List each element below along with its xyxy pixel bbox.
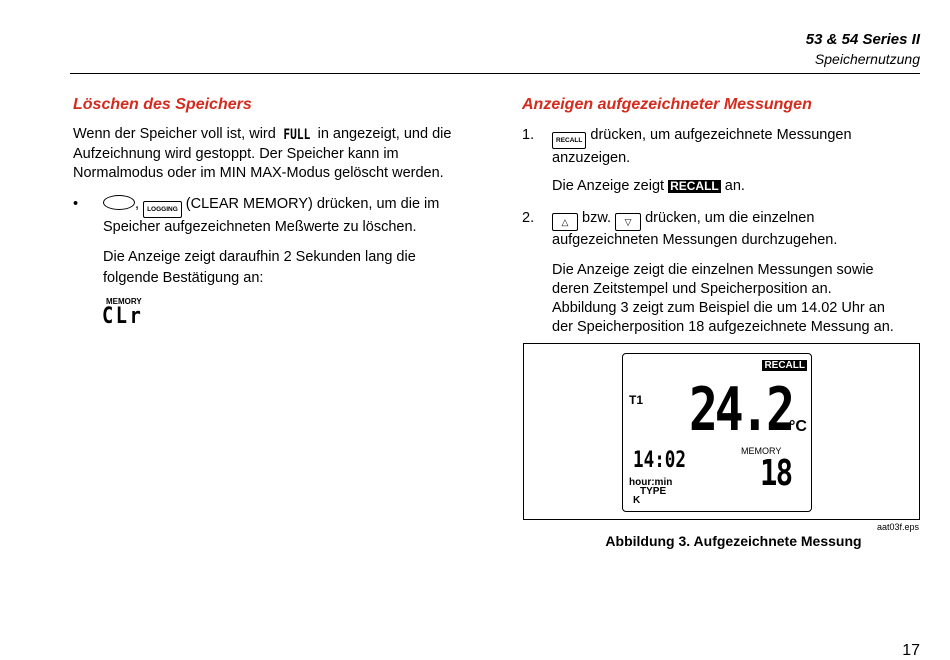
step1-note-text-b: an. — [720, 178, 745, 194]
lcd-memory-label: MEMORY — [741, 446, 782, 456]
step2-note-line2: deren Zeitstempel und Speicherposition an. — [552, 281, 832, 297]
lcd-memory-value: 18 — [760, 453, 792, 494]
step2-note-line1: Die Anzeige zeigt die einzelnen Messungen sowie — [552, 262, 874, 278]
page-number: 17 — [902, 642, 920, 659]
lcd-display — [622, 353, 812, 512]
step2-note-line4: der Speicherposition 18 aufgezeichnete Messung an. — [552, 319, 894, 335]
step1-note — [552, 177, 932, 196]
step2-line1 — [552, 209, 932, 231]
lcd-time-value: 14:02 — [633, 448, 686, 473]
step1-note-text-a: Die Anzeige zeigt — [552, 178, 669, 194]
lcd-hourmin-label: hour:min — [629, 477, 673, 488]
header-rule — [70, 73, 920, 74]
lcd-t1-label: T1 — [629, 393, 644, 407]
bullet-text-a: (CLEAR MEMORY) drücken, um die im — [181, 196, 440, 212]
step1-text-a: drücken, um aufgezeichnete Messungen — [586, 127, 852, 143]
left-bullet-line2: Speicher aufgezeichneten Meßwerte zu löschen. — [103, 219, 417, 235]
step2-text-a: drücken, um die einzelnen — [641, 210, 815, 226]
left-intro — [73, 125, 493, 183]
recall-badge: RECALL — [670, 179, 719, 193]
intro-text-a: Wenn der Speicher voll ist, wird — [73, 126, 280, 142]
step1-line2: anzuzeigen. — [552, 150, 631, 166]
left-bullet-line1 — [103, 195, 503, 218]
left-intro-line3: Normalmodus oder im MIN MAX-Modus gelöscht werden. — [73, 165, 444, 181]
lcd-unit: °C — [789, 418, 807, 435]
oval-key-icon — [103, 195, 135, 210]
left-note-line1: Die Anzeige zeigt daraufhin 2 Sekunden lang die — [103, 249, 416, 265]
recall-key-icon: RECALL — [552, 132, 586, 149]
step1-line1 — [552, 126, 932, 149]
intro-text-b: in angezeigt, und die — [313, 126, 452, 142]
left-note-line2: folgende Bestätigung an: — [103, 270, 264, 286]
bullet-comma: , — [135, 196, 140, 212]
left-intro-line1 — [73, 125, 493, 145]
step2-note — [552, 261, 932, 337]
step2-note-line3: Abbildung 3 zeigt zum Beispiel die um 14.02 Uhr an — [552, 300, 885, 316]
header-title: 53 & 54 Series II — [805, 31, 920, 48]
lcd-type-label: TYPE — [640, 486, 667, 497]
lcd-recall-badge: RECALL — [764, 360, 805, 371]
clr-memory-label: MEMORY — [106, 297, 142, 306]
lcd-k-label: K — [633, 495, 641, 506]
step2 — [552, 209, 932, 250]
figure-file-ref: aat03f.eps — [876, 522, 919, 532]
down-arrow-key-icon: ▽ — [615, 213, 641, 231]
left-bullet — [103, 195, 503, 237]
right-section-title: Anzeigen aufgezeichneter Messungen — [522, 96, 812, 113]
step2-number: 2. — [522, 210, 535, 226]
logging-key-icon: LOGGING — [143, 201, 182, 218]
header-subtitle: Speichernutzung — [814, 51, 920, 67]
clr-display-value: CLr — [102, 304, 144, 329]
step2-bzw: bzw. — [578, 210, 616, 226]
step2-line2: aufgezeichneten Messungen durchzugehen. — [552, 232, 838, 248]
left-note — [103, 248, 503, 288]
up-arrow-key-icon: △ — [552, 213, 578, 231]
full-display-glyph: FULL — [283, 127, 311, 143]
figure-caption: Abbildung 3. Aufgezeichnete Messung — [605, 533, 862, 549]
left-section-title: Löschen des Speichers — [73, 96, 252, 113]
bullet-symbol: • — [73, 196, 79, 212]
left-intro-line2: Aufzeichnung wird gestoppt. Der Speicher kann im — [73, 146, 399, 162]
lcd-main-value: 24.2 — [689, 375, 792, 445]
step1 — [552, 126, 932, 168]
step1-number: 1. — [522, 127, 535, 143]
